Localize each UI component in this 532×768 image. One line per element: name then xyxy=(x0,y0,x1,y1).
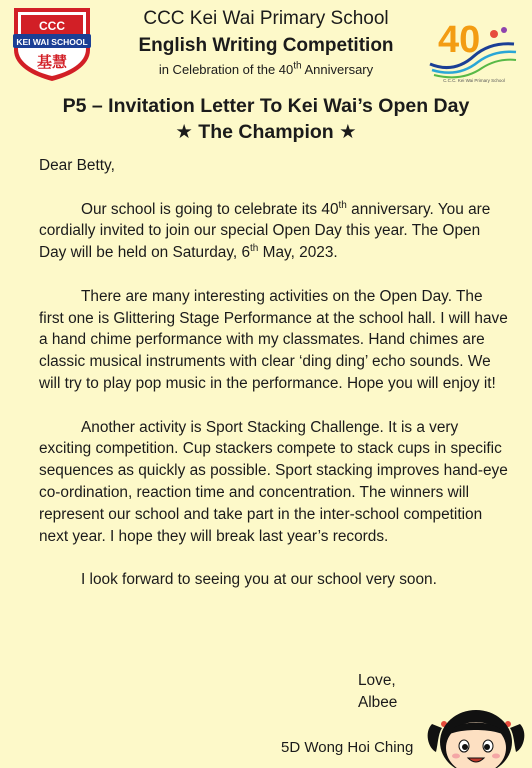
crest-banner-text: KEI WAI SCHOOL xyxy=(16,37,88,47)
letter-title: P5 – Invitation Letter To Kei Wai’s Open Day xyxy=(62,95,470,117)
celebration-sup: th xyxy=(293,60,302,72)
paragraph-1-sup-2: th xyxy=(250,243,259,255)
celebration-post: Anniversary xyxy=(301,62,374,77)
salutation: Dear Betty, xyxy=(39,157,115,174)
anniversary-caption: C.C.C. Kei Wai Primary School xyxy=(443,78,505,83)
sign-off xyxy=(358,670,397,714)
closing: Love, xyxy=(358,672,396,689)
paragraph-1-a: Our school is going to celebrate its 40 xyxy=(81,200,339,218)
anniversary-40-logo-icon xyxy=(424,14,520,86)
sender-name: Albee xyxy=(358,694,398,711)
competition-name: English Writing Competition xyxy=(138,35,394,56)
crest-chinese: 基慧 xyxy=(36,53,68,71)
celebration-pre: in Celebration of the 40 xyxy=(158,62,294,77)
school-name: CCC Kei Wai Primary School xyxy=(143,8,389,29)
award-line: ★ The Champion ★ xyxy=(175,121,357,143)
author-name: 5D Wong Hoi Ching xyxy=(281,739,414,756)
letter-body xyxy=(39,155,509,613)
paragraph-1-sup-1: th xyxy=(338,199,347,211)
paragraph-1-b: anniversary. You are cordially invited to join our special Open Day this year. The Open Day will be held on Saturday, 6 xyxy=(39,200,491,262)
paragraph-3: Another activity is Sport Stacking Challenge. It is a very exciting competition. Cup stackers compete to stack cups in specific sequences as quickly as possible. Sport stacking improves hand-eye co-ordination, reaction time and concentration. The winners will represent our school and take part in the inter-school competition next year. I hope they will break last year’s records. xyxy=(39,418,508,545)
crest-mark: CCC xyxy=(39,19,65,33)
cartoon-girl-icon xyxy=(424,694,528,768)
anniversary-number: 40 xyxy=(438,19,481,61)
paragraph-2: There are many interesting activities on the Open Day. The first one is Glittering Stage Performance at the school hall. I will have a hand chime performance with my classmates. Hand chimes are classic musical instruments with clear ‘ding ding’ echo sounds. We will try to play pop music in the performance. Hope you will enjoy it! xyxy=(39,287,508,392)
paragraph-1-c: May, 2023. xyxy=(258,244,338,262)
paragraph-1 xyxy=(39,199,509,264)
paragraph-4: I look forward to seeing you at our school very soon. xyxy=(81,571,437,589)
